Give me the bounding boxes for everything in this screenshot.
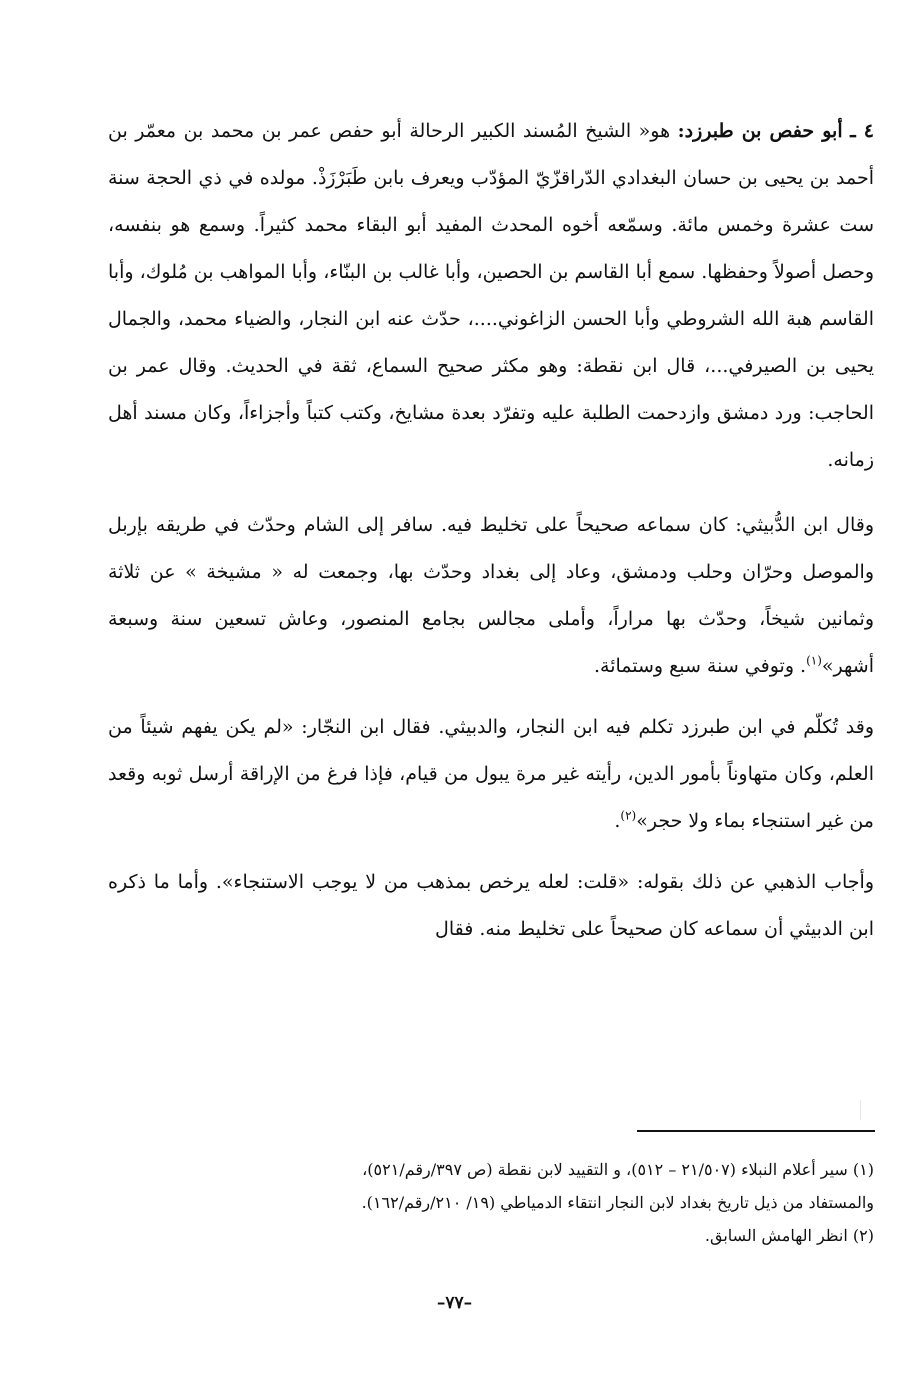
footnotes <box>108 1153 874 1252</box>
paragraph-text: وقال ابن الدُّبيثي: كان سماعه صحيحاً على تخليط فيه. سافر إلى الشام وحدّث في طريقه بإربل والموصل وحرّان وحلب ودمشق، وعاد إلى بغداد وحدّث بها، وجمعت له « مشيخة » عن ثلاثة وثمانين شيخاً، وحدّث بها مراراً، وأملى مجالس بجامع المنصور، وعاش تسعين سنة وسبعة أشهر» <box>108 514 874 677</box>
paragraph-text-end: . <box>614 810 621 832</box>
scan-mark <box>860 1100 861 1120</box>
entry-heading: أبو حفص بن طبرزد: <box>677 120 843 142</box>
footnote-2: (٢) انظر الهامش السابق. <box>704 1226 874 1245</box>
paragraph-criticism <box>108 704 874 845</box>
footnote-1-line-2: والمستفاد من ذيل تاريخ بغداد لابن النجار انتقاء الدمياطي (١٩/ ٢١٠/رقم/١٦٢). <box>361 1193 874 1212</box>
paragraph-text: هو« الشيخ المُسند الكبير الرحالة أبو حفص عمر بن محمد بن معمّر بن أحمد بن يحيى بن حسان البغدادي الدّراقزّيّ المؤدّب ويعرف بابن طَبَرْزَذْ. مولده في ذي الحجة سنة ست عشرة وخمس مائة. وسمّعه أخوه المحدث المفيد أبو البقاء محمد كثيراً. وسمع هو بنفسه، وحصل أصولاً وحفظها. سمع أبا القاسم بن الحصين، وأبا غالب بن البنّاء، وأبا المواهب بن مُلوك، وأبا القاسم هبة الله الشروطي وأبا الحسن الزاغوني....، حدّث عنه ابن النجار، والضياء محمد، والجمال يحيى بن الصيرفي...، قال ابن نقطة: وهو مكثر صحيح السماع، ثقة في الحديث. وقال عمر بن الحاجب: ورد دمشق وازدحمت الطلبة عليه وتفرّد بعدة مشايخ، وكتب كتباً وأجزاءاً، وكان مسند أهل زمانه. <box>108 120 874 471</box>
main-text <box>108 108 874 953</box>
page-number: –٧٧– <box>436 1293 473 1313</box>
footnote-1-line-1: (١) سير أعلام النبلاء (٢١/٥٠٧ – ٥١٢)، و التقييد لابن نقطة (ص ٣٩٧/رقم/٥٢١)، <box>362 1160 874 1179</box>
entry-number: ٤ ـ <box>850 120 875 142</box>
footnote-ref-1: (١) <box>806 653 822 668</box>
paragraph-dhahabi-reply <box>108 859 874 953</box>
paragraph-text: وأجاب الذهبي عن ذلك بقوله: «قلت: لعله يرخص بمذهب من لا يوجب الاستنجاء». وأما ما ذكره ابن الدبيثي أن سماعه كان صحيحاً على تخليط منه. فقال <box>108 871 874 940</box>
paragraph-text: وقد تُكلّم في ابن طبرزد تكلم فيه ابن النجار، والدبيثي. فقال ابن النجّار: «لم يكن يفهم شيئاً من العلم، وكان متهاوناً بأمور الدين، رأيته غير مرة يبول من قيام، فإذا فرغ من الإراقة أرسل ثوبه وقعد من غير استنجاء بماء ولا حجر» <box>108 716 874 832</box>
paragraph-text-end: . وتوفي سنة سبع وستمائة. <box>593 655 807 677</box>
paragraph-dubaythi <box>108 502 874 690</box>
footnote-ref-2: (٢) <box>620 808 637 823</box>
footnote-separator <box>637 1130 875 1132</box>
paragraph-biography <box>108 108 874 484</box>
